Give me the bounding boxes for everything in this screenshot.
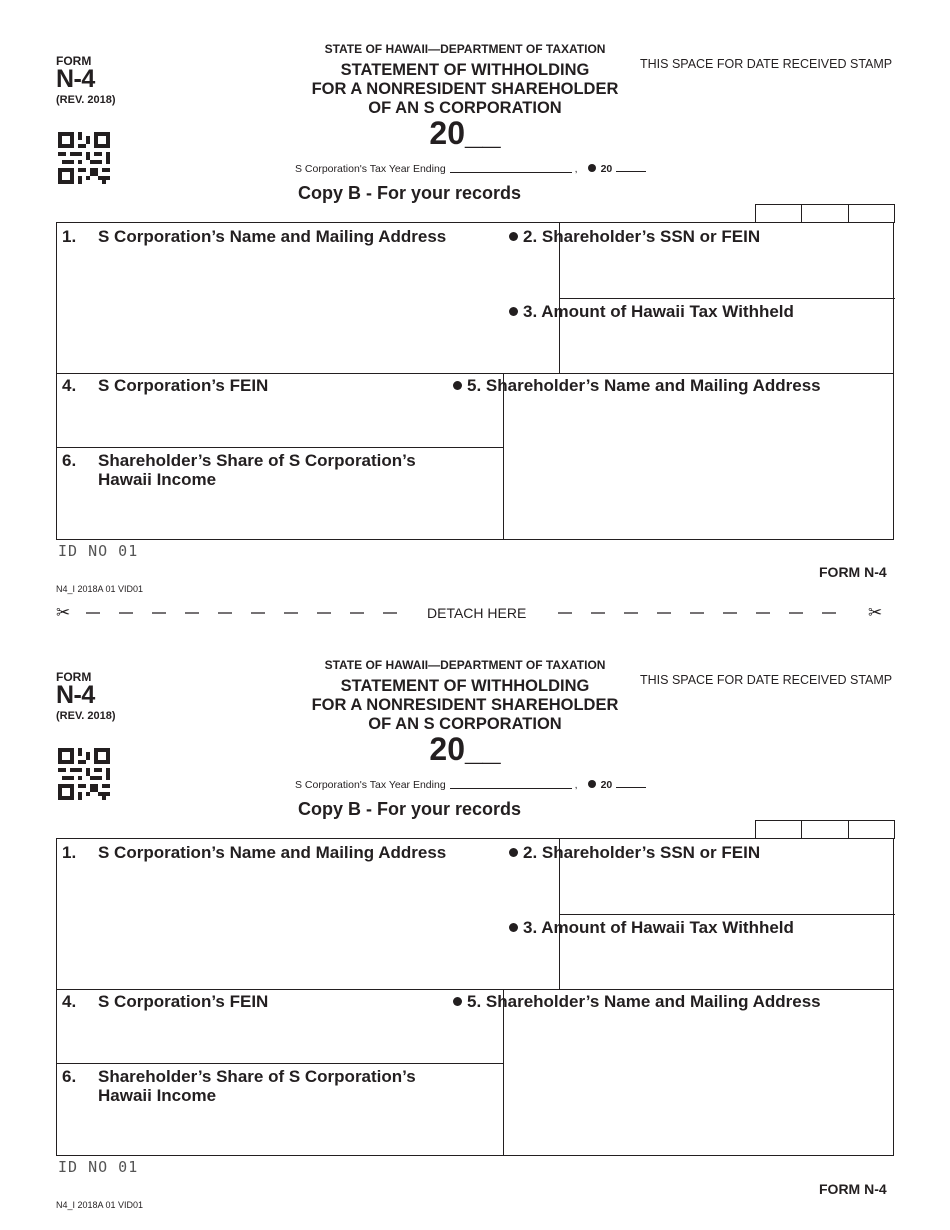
qr-code-icon — [58, 748, 110, 800]
field-5-shareholder-name-address[interactable]: 5. Shareholder’s Name and Mailing Address — [453, 376, 821, 395]
field-6-share-of-income[interactable]: 6. Shareholder’s Share of S Corporation’s Hawaii Income — [62, 1067, 416, 1105]
copy-label: Copy B - For your records — [298, 799, 522, 819]
field-2-shareholder-ssn[interactable]: 2. Shareholder’s SSN or FEIN — [509, 843, 760, 862]
bullet-icon — [588, 780, 596, 788]
tax-year-year-field[interactable] — [616, 161, 646, 172]
bullet-icon — [453, 997, 462, 1006]
agency-name: STATE OF HAWAII—DEPARTMENT OF TAXATION — [324, 658, 606, 672]
bullet-icon — [509, 848, 518, 857]
field-4-corporation-fein[interactable]: 4. S Corporation’s FEIN — [62, 376, 269, 395]
field-5-shareholder-name-address[interactable]: 5. Shareholder’s Name and Mailing Address — [453, 992, 821, 1011]
field-3-tax-withheld[interactable]: 3. Amount of Hawaii Tax Withheld — [509, 302, 794, 321]
form-number: N-4 — [56, 65, 95, 93]
code-boxes[interactable] — [755, 204, 895, 223]
form-copy-bottom — [0, 616, 950, 1216]
form-copy-top — [0, 0, 950, 600]
dashed-line-right — [558, 612, 848, 614]
tax-year-month-day-field[interactable] — [450, 778, 572, 789]
qr-code-icon — [58, 132, 110, 184]
field-6-share-of-income[interactable]: 6. Shareholder’s Share of S Corporation’s Hawaii Income — [62, 451, 416, 489]
tax-year-heading: 20__ — [429, 115, 501, 151]
stamp-space-note: THIS SPACE FOR DATE RECEIVED STAMP — [640, 673, 893, 687]
id-number: ID NO 01 — [58, 1158, 139, 1176]
bullet-icon — [509, 307, 518, 316]
bullet-icon — [453, 381, 462, 390]
form-footer-label: FORM N-4 — [819, 564, 887, 580]
form-word: FORM — [56, 54, 92, 68]
dashed-line-left — [86, 612, 412, 614]
form-revision: (REV. 2018) — [56, 710, 116, 722]
tax-year-ending-line: S Corporation's Tax Year Ending , 20 — [295, 777, 646, 791]
detach-label: DETACH HERE — [427, 605, 527, 621]
version-id: N4_I 2018A 01 VID01 — [56, 584, 144, 594]
bullet-icon — [509, 923, 518, 932]
tax-year-heading: 20__ — [429, 731, 501, 767]
tax-year-month-day-field[interactable] — [450, 162, 572, 173]
agency-name: STATE OF HAWAII—DEPARTMENT OF TAXATION — [324, 42, 606, 56]
form-fields-grid — [56, 838, 894, 1156]
copy-label: Copy B - For your records — [298, 183, 522, 203]
form-revision: (REV. 2018) — [56, 94, 116, 106]
tax-year-year-field[interactable] — [616, 777, 646, 788]
bullet-icon — [588, 164, 596, 172]
form-footer-label: FORM N-4 — [819, 1181, 887, 1197]
tax-year-ending-line: S Corporation's Tax Year Ending , 20 — [295, 161, 646, 175]
form-number: N-4 — [56, 681, 95, 709]
field-4-corporation-fein[interactable]: 4. S Corporation’s FEIN — [62, 992, 269, 1011]
scissors-icon: ✂ — [868, 603, 883, 622]
code-boxes[interactable] — [755, 820, 895, 839]
version-id: N4_I 2018A 01 VID01 — [56, 1200, 144, 1210]
scissors-icon: ✂ — [56, 603, 71, 622]
field-3-tax-withheld[interactable]: 3. Amount of Hawaii Tax Withheld — [509, 918, 794, 937]
form-title: STATEMENT OF WITHHOLDING FOR A NONRESIDENT SHAREHOLDER OF AN S CORPORATION — [311, 677, 619, 733]
id-number: ID NO 01 — [58, 542, 139, 560]
stamp-space-note: THIS SPACE FOR DATE RECEIVED STAMP — [640, 57, 893, 71]
bullet-icon — [509, 232, 518, 241]
field-2-shareholder-ssn[interactable]: 2. Shareholder’s SSN or FEIN — [509, 227, 760, 246]
field-1-corporation-name-address[interactable]: 1. S Corporation’s Name and Mailing Address — [62, 227, 447, 246]
form-fields-grid — [56, 222, 894, 540]
field-1-corporation-name-address[interactable]: 1. S Corporation’s Name and Mailing Address — [62, 843, 447, 862]
form-word: FORM — [56, 670, 92, 684]
form-title: STATEMENT OF WITHHOLDING FOR A NONRESIDENT SHAREHOLDER OF AN S CORPORATION — [311, 61, 619, 117]
